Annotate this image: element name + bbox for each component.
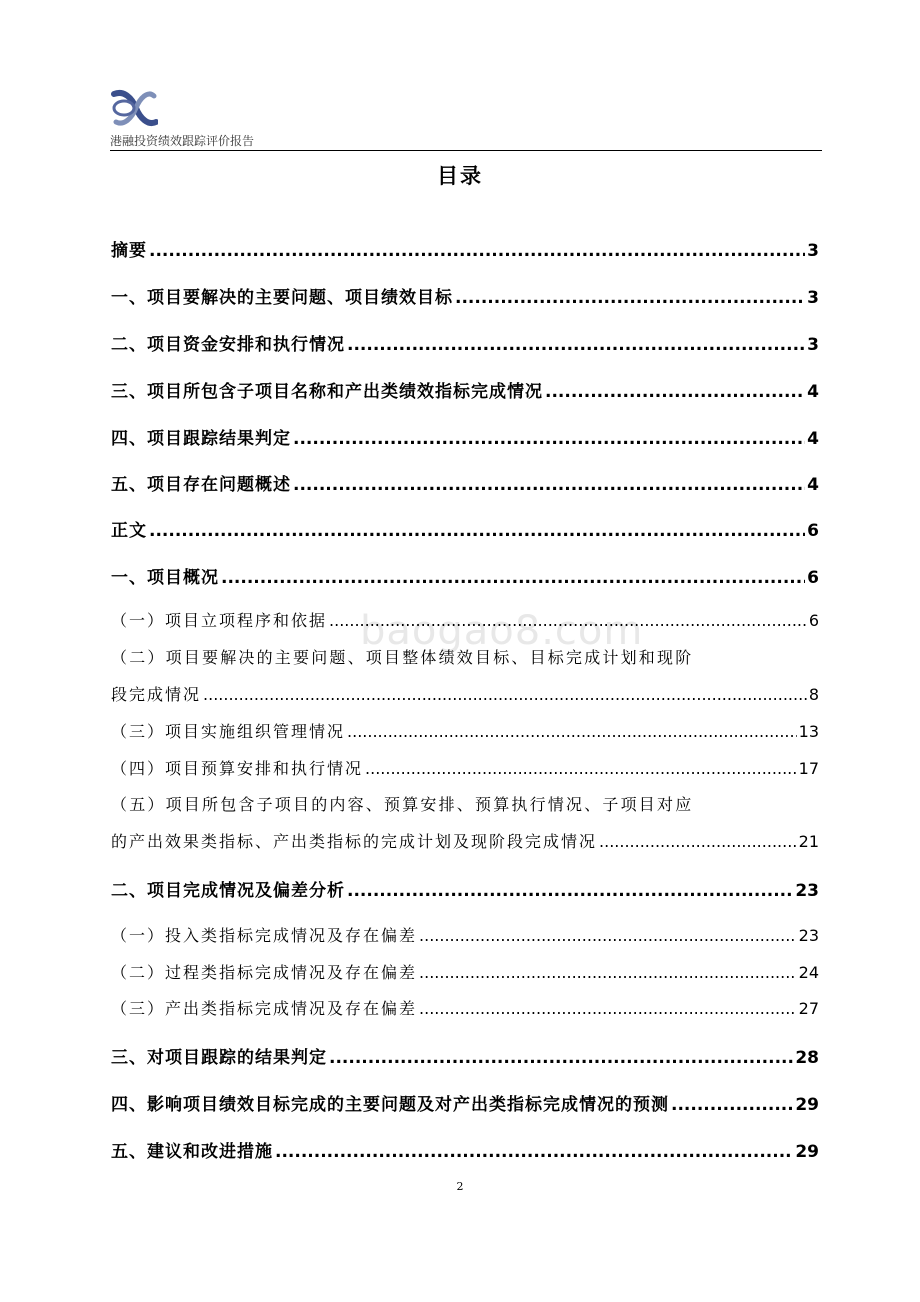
toc-leader [329,611,807,630]
toc-entry-text: 二、项目完成情况及偏差分析 [111,881,345,901]
toc-entry-section-1-2-line1[interactable]: （二）项目要解决的主要问题、项目整体绩效目标、目标完成计划和现阶 [111,648,694,667]
toc-entry-text: 一、项目概况 [111,568,219,588]
toc-entry-summary-3[interactable] [111,377,819,402]
toc-entry-text: 五、建议和改进措施 [111,1142,273,1162]
toc-entry-page: 29 [795,1095,819,1115]
toc-entry-section-2-3[interactable] [111,996,819,1019]
toc-entry-section-2[interactable] [111,876,819,901]
toc-entry-text: 三、项目所包含子项目名称和产出类绩效指标完成情况 [111,382,543,402]
watermark: baogao8.com [360,608,644,654]
toc-entry-text: 的产出效果类指标、产出类指标的完成计划及现阶段完成情况 [111,832,598,851]
toc-entry-text: （一）项目立项程序和依据 [111,611,328,630]
toc-leader [275,1142,793,1162]
toc-entry-page: 27 [798,999,819,1018]
toc-entry-page: 3 [807,288,819,308]
toc-entry-section-5[interactable] [111,1137,819,1162]
toc-leader [149,521,805,541]
toc-leader [293,429,805,449]
toc-leader [347,335,805,355]
toc-entry-section-1-1[interactable] [111,608,819,631]
toc-entry-section-1-5[interactable] [111,829,819,852]
toc-entry-page: 8 [808,685,819,704]
toc-entry-section-2-2[interactable] [111,960,819,983]
toc-leader [419,926,797,945]
toc-entry-page: 6 [808,611,819,630]
toc-entry-section-1-4[interactable] [111,756,819,779]
toc-entry-page: 4 [807,429,819,449]
toc-entry-text: 三、对项目跟踪的结果判定 [111,1048,327,1068]
toc-entry-text: 一、项目要解决的主要问题、项目绩效目标 [111,288,453,308]
toc-title: 目录 [437,164,483,188]
toc-entry-section-1-5-line1[interactable]: （五）项目所包含子项目的内容、预算安排、预算执行情况、子项目对应 [111,795,694,814]
toc-entry-page: 4 [807,475,819,495]
toc-entry-text: 正文 [111,521,147,541]
toc-entry-summary-5[interactable] [111,470,819,495]
toc-entry-section-1-2[interactable] [111,682,819,705]
toc-entry-page: 23 [798,926,819,945]
toc-entry-section-3[interactable] [111,1043,819,1068]
toc-leader [293,475,805,495]
toc-leader [329,1048,793,1068]
toc-entry-section-1-3[interactable] [111,719,819,742]
toc-leader [365,759,797,778]
toc-leader [419,999,797,1018]
toc-entry-text: （二）过程类指标完成情况及存在偏差 [111,963,418,982]
toc-leader [455,288,805,308]
company-logo-icon [110,88,158,128]
toc-entry-page: 3 [807,241,819,261]
toc-leader [221,568,805,588]
toc-entry-summary-2[interactable] [111,330,819,355]
toc-leader [545,382,805,402]
toc-leader [203,685,807,704]
toc-entry-text: 二、项目资金安排和执行情况 [111,335,345,355]
toc-leader [347,881,793,901]
header-title: 港融投资绩效跟踪评价报告 [110,134,255,148]
toc-entry-page: 24 [798,963,819,982]
toc-entry-page: 6 [807,568,819,588]
toc-entry-abstract[interactable] [111,236,819,261]
header-divider [110,150,822,151]
toc-entry-section-4[interactable] [111,1090,819,1115]
toc-leader [671,1095,793,1115]
toc-entry-page: 28 [795,1048,819,1068]
toc-entry-page: 17 [798,759,819,778]
toc-leader [419,963,797,982]
toc-leader [149,241,805,261]
toc-entry-summary-4[interactable] [111,424,819,449]
toc-entry-section-2-1[interactable] [111,923,819,946]
toc-entry-page: 13 [798,722,819,741]
toc-entry-text: 五、项目存在问题概述 [111,475,291,495]
toc-entry-text: 摘要 [111,241,147,261]
toc-entry-page: 4 [807,382,819,402]
toc-entry-text: 段完成情况 [111,685,202,704]
toc-leader [347,722,797,741]
toc-entry-text: 四、项目跟踪结果判定 [111,429,291,449]
toc-entry-page: 23 [795,881,819,901]
toc-entry-section-1[interactable] [111,563,819,588]
toc-entry-text: （一）投入类指标完成情况及存在偏差 [111,926,418,945]
toc-entry-page: 29 [795,1142,819,1162]
toc-leader [599,832,797,851]
toc-entry-text: 四、影响项目绩效目标完成的主要问题及对产出类指标完成情况的预测 [111,1095,669,1115]
toc-entry-summary-1[interactable] [111,283,819,308]
toc-entry-text: （三）产出类指标完成情况及存在偏差 [111,999,418,1018]
page-header [110,88,822,152]
toc-entry-main-text[interactable] [111,516,819,541]
toc-entry-page: 3 [807,335,819,355]
toc-entry-text: （三）项目实施组织管理情况 [111,722,346,741]
toc-entry-text: （四）项目预算安排和执行情况 [111,759,364,778]
toc-entry-page: 6 [807,521,819,541]
page-number: 2 [456,1180,464,1193]
toc-entry-page: 21 [798,832,819,851]
